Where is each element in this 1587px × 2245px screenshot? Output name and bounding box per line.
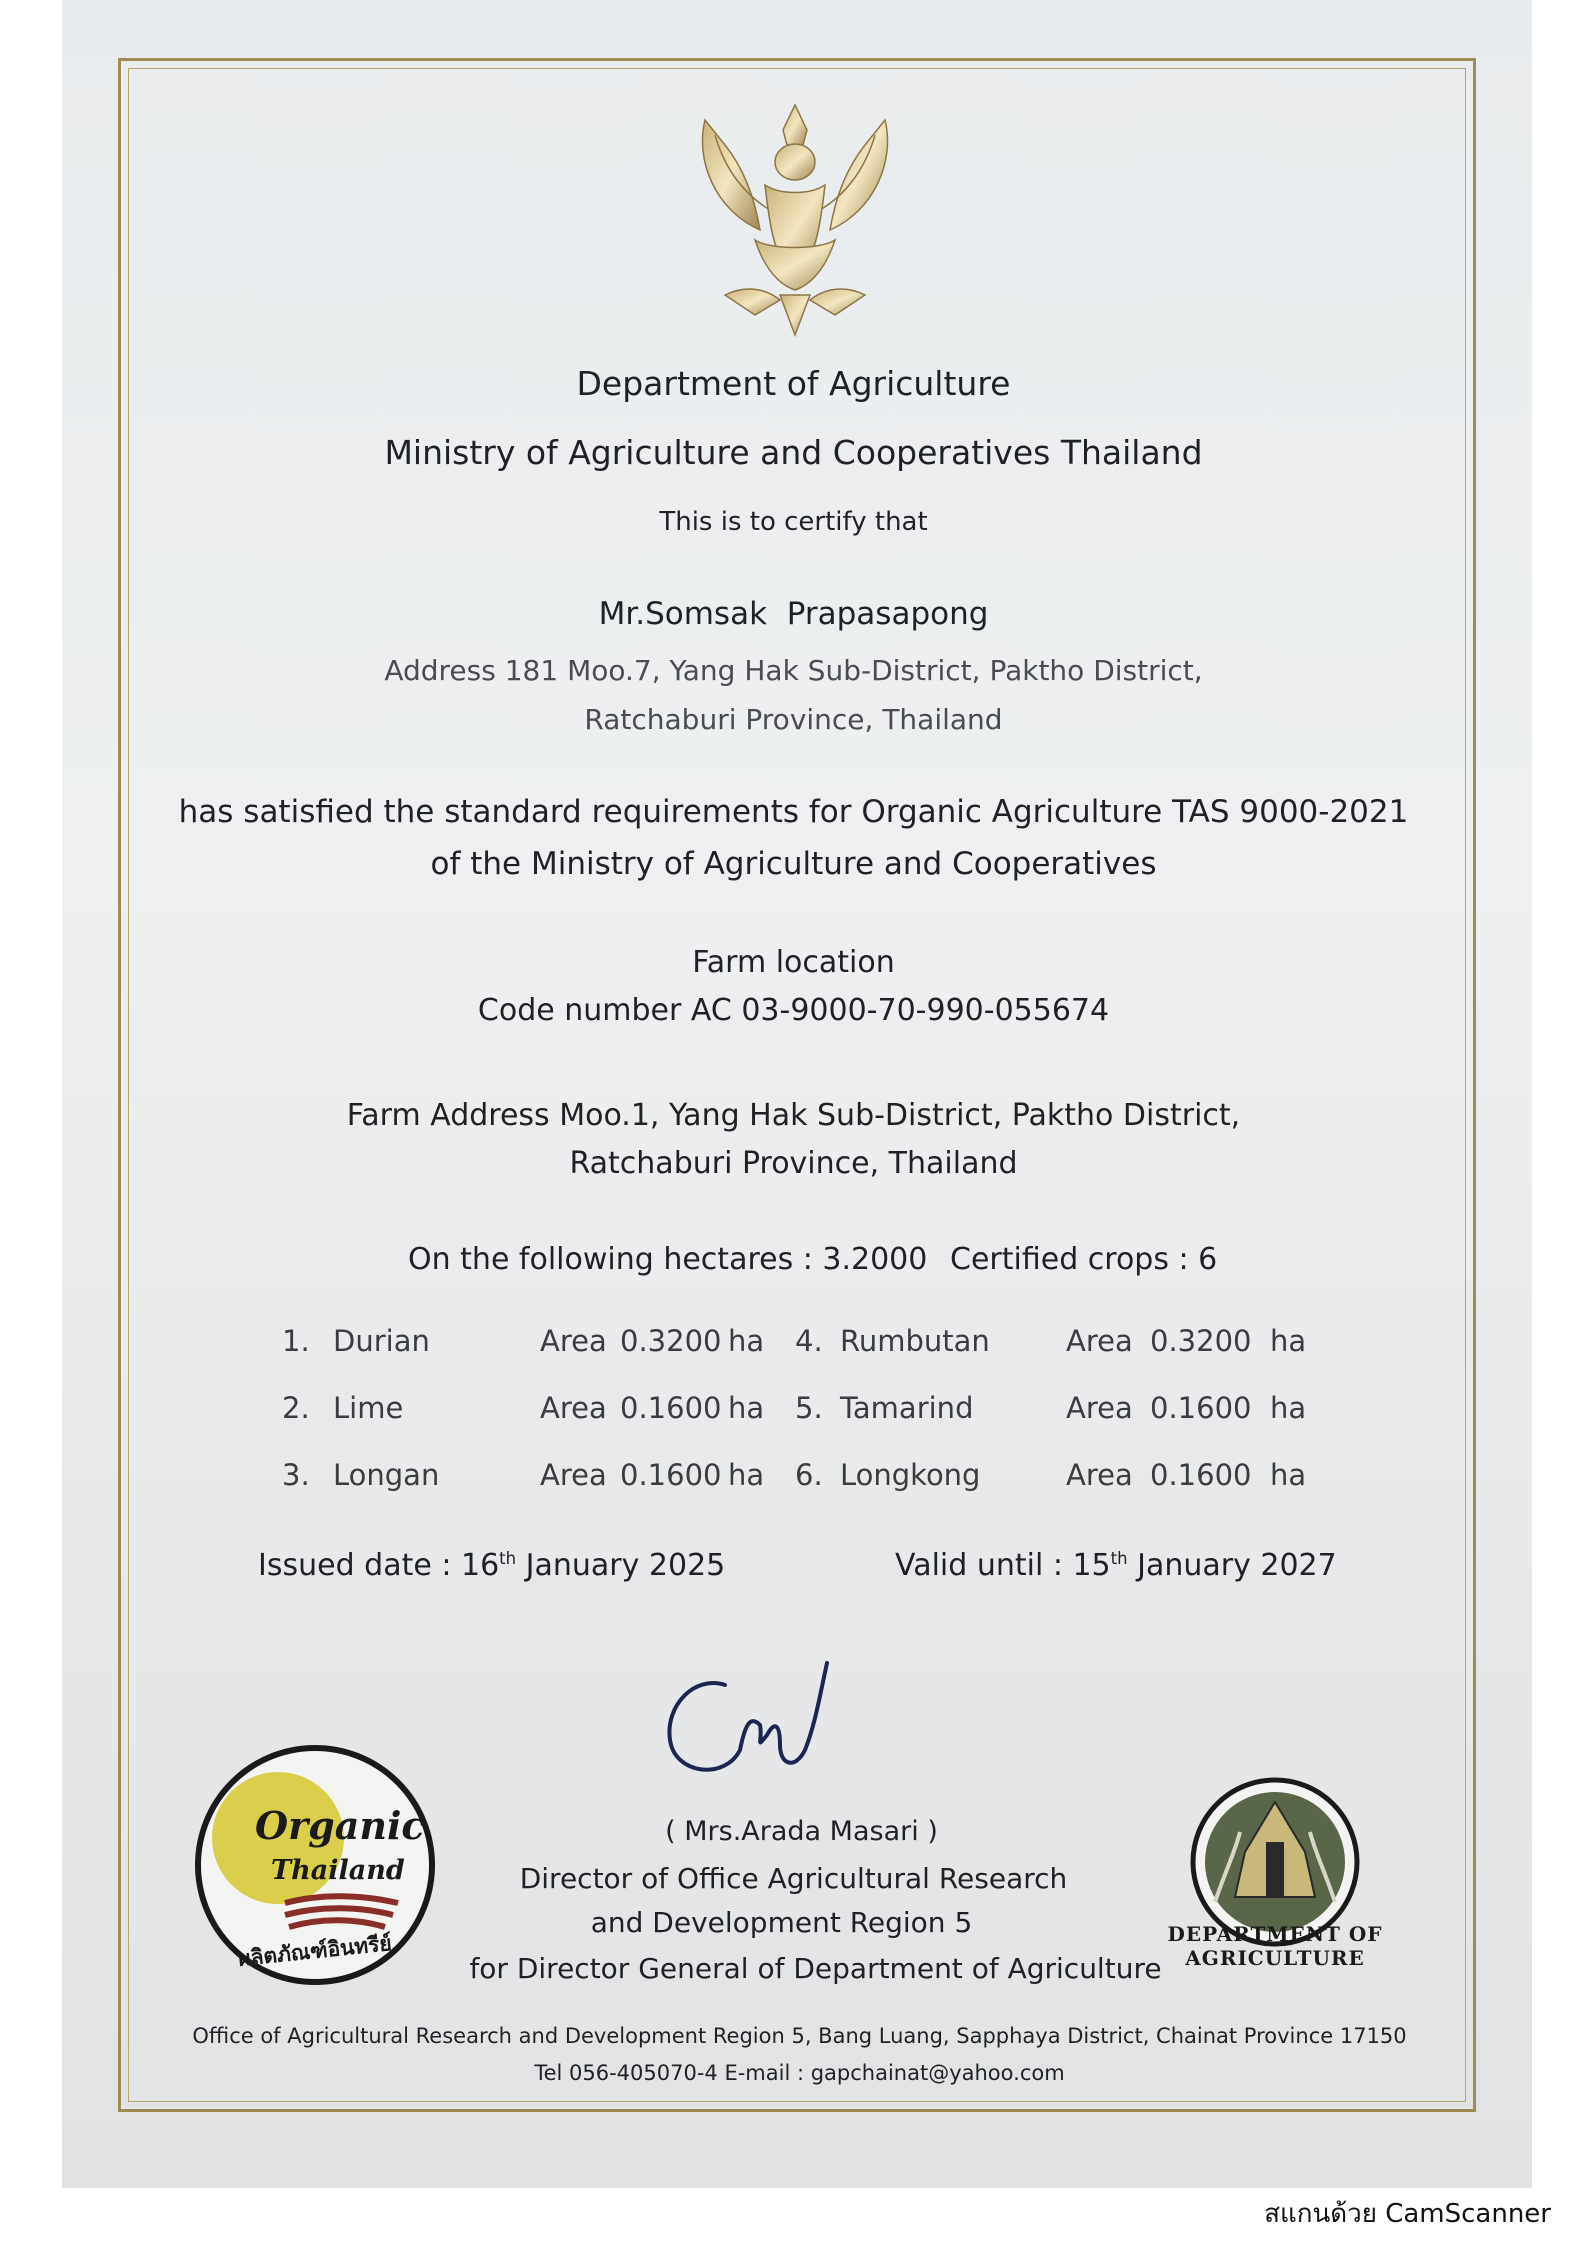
crop-name: Longkong bbox=[840, 1458, 981, 1492]
signatory-title-line1: Director of Office Agricultural Research bbox=[519, 1862, 1068, 1895]
standard-line1: has satisfied the standard requirements for Organic Agriculture TAS 9000-2021 bbox=[178, 794, 1409, 830]
crop-area-value: 0.1600 bbox=[1150, 1391, 1252, 1425]
issued-date-sup: th bbox=[499, 1549, 517, 1568]
doa-seal-icon bbox=[1140, 1742, 1410, 2012]
crop-number: 4. bbox=[795, 1324, 823, 1358]
ministry-title: Ministry of Agriculture and Cooperatives Thailand bbox=[384, 433, 1203, 472]
department-agriculture-seal bbox=[1140, 1742, 1410, 2012]
hectares-text: On the following hectares : 3.2000 bbox=[408, 1242, 928, 1277]
crop-area-label: Area bbox=[1066, 1391, 1133, 1425]
crop-area-value: 0.3200 bbox=[620, 1324, 722, 1358]
crop-area-value: 0.1600 bbox=[620, 1391, 722, 1425]
crop-number: 1. bbox=[282, 1324, 310, 1358]
standard-line2: of the Ministry of Agriculture and Cooperatives bbox=[430, 846, 1157, 882]
issued-date bbox=[258, 1548, 725, 1583]
crop-area-unit: ha bbox=[728, 1458, 765, 1492]
issued-date-suffix: January 2025 bbox=[516, 1548, 726, 1583]
crop-number: 2. bbox=[282, 1391, 310, 1425]
footer-contact: Tel 056-405070-4 E-mail : gapchainat@yahoo.com bbox=[534, 2061, 1065, 2085]
farm-location-label: Farm location bbox=[692, 945, 895, 980]
farm-code-number: Code number AC 03-9000-70-990-055674 bbox=[477, 993, 1110, 1028]
doa-seal-text: DEPARTMENT OF AGRICULTURE bbox=[1167, 1922, 1383, 1970]
crop-name: Rumbutan bbox=[840, 1324, 990, 1358]
crop-area-value: 0.3200 bbox=[1150, 1324, 1252, 1358]
crop-area-unit: ha bbox=[1270, 1391, 1307, 1425]
crop-area-unit: ha bbox=[1270, 1324, 1307, 1358]
camscanner-watermark: สแกนด้วย CamScanner bbox=[1264, 2199, 1551, 2229]
signatory-title-line2: and Development Region 5 bbox=[590, 1906, 973, 1939]
footer-office-address: Office of Agricultural Research and Development Region 5, Bang Luang, Sapphaya District, Chainat Province 17150 bbox=[192, 2024, 1407, 2048]
holder-address-line1: Address 181 Moo.7, Yang Hak Sub-District, Paktho District, bbox=[384, 654, 1203, 687]
signatory-title-line3: for Director General of Department of Agriculture bbox=[469, 1952, 1162, 1985]
crop-name: Longan bbox=[333, 1458, 440, 1492]
certify-intro: This is to certify that bbox=[659, 507, 928, 537]
organic-logo-country: Thailand bbox=[271, 1855, 405, 1886]
crop-area-label: Area bbox=[540, 1458, 607, 1492]
crop-name: Tamarind bbox=[840, 1391, 974, 1425]
valid-until-suffix: January 2027 bbox=[1127, 1548, 1337, 1583]
crop-name: Durian bbox=[333, 1324, 430, 1358]
crop-area-unit: ha bbox=[1270, 1458, 1307, 1492]
farm-address-line1: Farm Address Moo.1, Yang Hak Sub-District, Paktho District, bbox=[346, 1098, 1241, 1133]
issued-date-prefix: Issued date : 16 bbox=[258, 1548, 500, 1583]
valid-until-prefix: Valid until : 15 bbox=[895, 1548, 1111, 1583]
holder-name: Mr.Somsak Prapasapong bbox=[598, 596, 989, 632]
crop-area-label: Area bbox=[1066, 1324, 1133, 1358]
crop-area-unit: ha bbox=[728, 1324, 765, 1358]
crop-number: 6. bbox=[795, 1458, 823, 1492]
valid-until-sup: th bbox=[1110, 1549, 1128, 1568]
crop-number: 5. bbox=[795, 1391, 823, 1425]
department-title: Department of Agriculture bbox=[576, 364, 1011, 403]
farm-address-line2: Ratchaburi Province, Thailand bbox=[569, 1146, 1018, 1181]
crop-area-label: Area bbox=[1066, 1458, 1133, 1492]
crop-area-value: 0.1600 bbox=[620, 1458, 722, 1492]
crop-name: Lime bbox=[333, 1391, 404, 1425]
organic-logo-word: Organic bbox=[255, 1803, 425, 1848]
certified-crops-text: Certified crops : 6 bbox=[950, 1242, 1218, 1277]
crop-number: 3. bbox=[282, 1458, 310, 1492]
organic-logo-thai: ผลิตภัณฑ์อินทรีย์ bbox=[237, 1931, 393, 1971]
organic-thailand-logo bbox=[193, 1743, 437, 1987]
signature-mark bbox=[655, 1655, 865, 1795]
crop-area-label: Area bbox=[540, 1324, 607, 1358]
crop-area-label: Area bbox=[540, 1391, 607, 1425]
crop-area-unit: ha bbox=[728, 1391, 765, 1425]
holder-address-line2: Ratchaburi Province, Thailand bbox=[584, 703, 1003, 736]
valid-until-date bbox=[895, 1548, 1337, 1583]
signatory-name: ( Mrs.Arada Masari ) bbox=[665, 1816, 938, 1847]
crop-area-value: 0.1600 bbox=[1150, 1458, 1252, 1492]
garuda-emblem-icon bbox=[685, 100, 905, 340]
